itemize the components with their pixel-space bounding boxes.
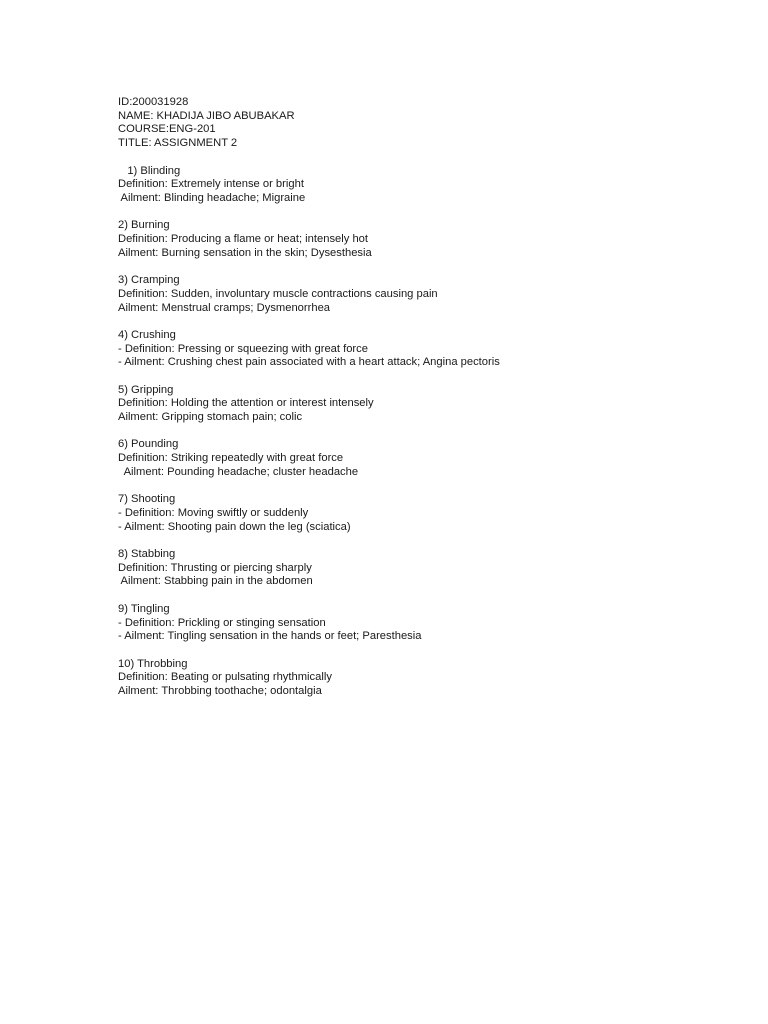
spacer <box>118 151 748 165</box>
spacer <box>118 534 748 548</box>
entry-2 <box>118 219 748 260</box>
entry-6 <box>118 438 748 479</box>
entry-title: 1) Blinding <box>118 164 181 177</box>
entry-definition: Definition: Sudden, involuntary muscle contractions causing pain <box>118 287 438 300</box>
entry-definition: Definition: Beating or pulsating rhythmically <box>118 671 332 684</box>
entry-title: 5) Gripping <box>118 383 174 396</box>
entry-9 <box>118 603 748 644</box>
entry-ailment: Ailment: Blinding headache; Migraine <box>118 191 306 204</box>
student-name: NAME: KHADIJA JIBO ABUBAKAR <box>118 109 295 122</box>
spacer <box>118 480 748 494</box>
student-id: ID:200031928 <box>118 96 189 108</box>
entry-title: 6) Pounding <box>118 438 179 451</box>
entry-ailment: - Ailment: Crushing chest pain associated with a heart attack; Angina pectoris <box>118 356 500 369</box>
entry-title: 3) Cramping <box>118 274 180 287</box>
assignment-title: TITLE: ASSIGNMENT 2 <box>118 137 238 150</box>
entry-10 <box>118 658 748 699</box>
entry-title: 7) Shooting <box>118 493 176 506</box>
entry-title: 9) Tingling <box>118 602 170 615</box>
entry-1 <box>118 165 748 206</box>
entry-5 <box>118 384 748 425</box>
entry-ailment: Ailment: Menstrual cramps; Dysmenorrhea <box>118 301 331 314</box>
spacer <box>118 206 748 220</box>
entry-8 <box>118 548 748 589</box>
entry-ailment: - Ailment: Shooting pain down the leg (sciatica) <box>118 520 351 533</box>
spacer <box>118 644 748 658</box>
entry-ailment: Ailment: Pounding headache; cluster headache <box>118 465 359 478</box>
spacer <box>118 260 748 274</box>
entry-definition: Definition: Producing a flame or heat; intensely hot <box>118 233 368 245</box>
entry-definition: Definition: Extremely intense or bright <box>118 178 304 191</box>
entry-definition: - Definition: Pressing or squeezing with great force <box>118 342 368 355</box>
entry-3 <box>118 274 748 315</box>
entry-ailment: Ailment: Gripping stomach pain; colic <box>118 411 303 424</box>
entry-definition: Definition: Striking repeatedly with great force <box>118 452 344 465</box>
entry-definition: Definition: Holding the attention or interest intensely <box>118 397 374 410</box>
document-page <box>118 96 748 699</box>
spacer <box>118 589 748 603</box>
spacer <box>118 370 748 384</box>
entry-definition: Definition: Thrusting or piercing sharply <box>118 561 312 574</box>
entry-ailment: Ailment: Stabbing pain in the abdomen <box>118 575 313 588</box>
entry-title: 4) Crushing <box>118 328 176 341</box>
entry-ailment: Ailment: Throbbing toothache; odontalgia <box>118 685 322 698</box>
entry-definition: - Definition: Prickling or stinging sensation <box>118 616 326 629</box>
header-block <box>118 96 748 151</box>
entry-title: 8) Stabbing <box>118 548 176 561</box>
entry-7 <box>118 493 748 534</box>
entry-ailment: Ailment: Burning sensation in the skin; Dysesthesia <box>118 246 372 259</box>
entry-definition: - Definition: Moving swiftly or suddenly <box>118 506 309 519</box>
spacer <box>118 425 748 439</box>
entry-4 <box>118 329 748 370</box>
entry-ailment: - Ailment: Tingling sensation in the hands or feet; Paresthesia <box>118 630 422 643</box>
spacer <box>118 315 748 329</box>
entry-title: 2) Burning <box>118 219 170 232</box>
entry-title: 10) Throbbing <box>118 657 188 670</box>
course-code: COURSE:ENG-201 <box>118 123 216 136</box>
